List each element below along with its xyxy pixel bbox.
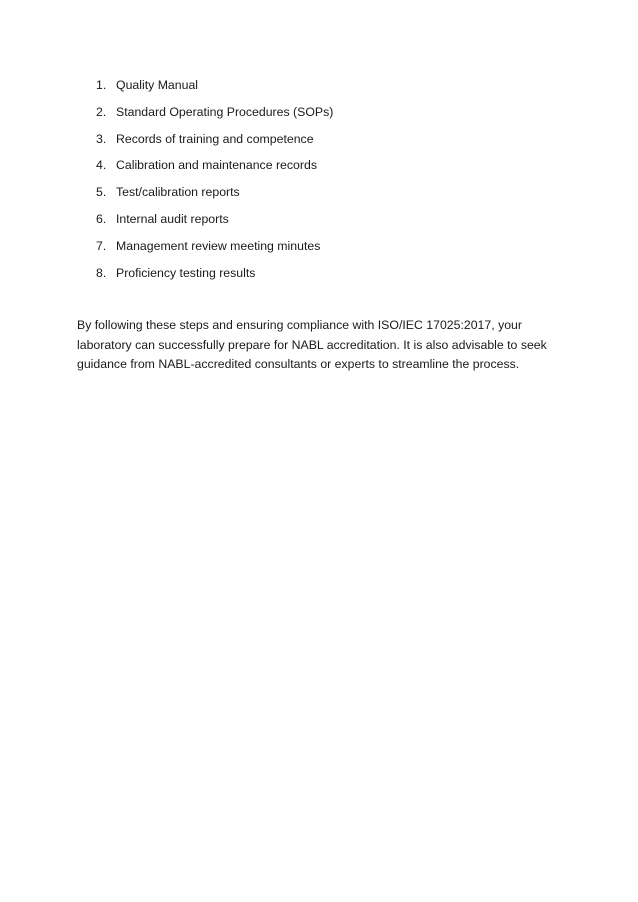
list-item [96,103,333,130]
list-item-number: 4. [96,158,107,173]
list-item-text: Proficiency testing results [116,265,256,280]
list-item [96,76,333,103]
list-item-number: 5. [96,185,107,200]
list-item [96,130,333,157]
list-item-text: Records of training and competence [116,131,314,146]
list-item-text: Calibration and maintenance records [116,158,317,173]
list-item-text: Test/calibration reports [116,185,240,200]
required-documents-list [96,76,333,290]
list-item [96,183,333,210]
list-item-number: 7. [96,238,107,253]
list-item [96,264,333,291]
list-item-number: 3. [96,131,107,146]
list-item-text: Management review meeting minutes [116,238,321,253]
list-item-number: 1. [96,78,107,92]
list-item [96,237,333,264]
list-item-text: Standard Operating Procedures (SOPs) [116,104,334,119]
list-item-number: 8. [96,265,107,280]
list-item [96,210,333,237]
list-item [96,156,333,183]
list-item-number: 6. [96,211,107,226]
list-item-number: 2. [96,104,107,119]
list-item-text: Quality Manual [116,78,199,92]
closing-paragraph: By following these steps and ensuring compliance with ISO/IEC 17025:2017, your laboratory can successfully prepare for NABL accreditation. It is also advisable to seek guidance from NABL-accredited consultants or experts to streamline the process. [77,318,547,371]
list-item-text: Internal audit reports [116,211,229,226]
